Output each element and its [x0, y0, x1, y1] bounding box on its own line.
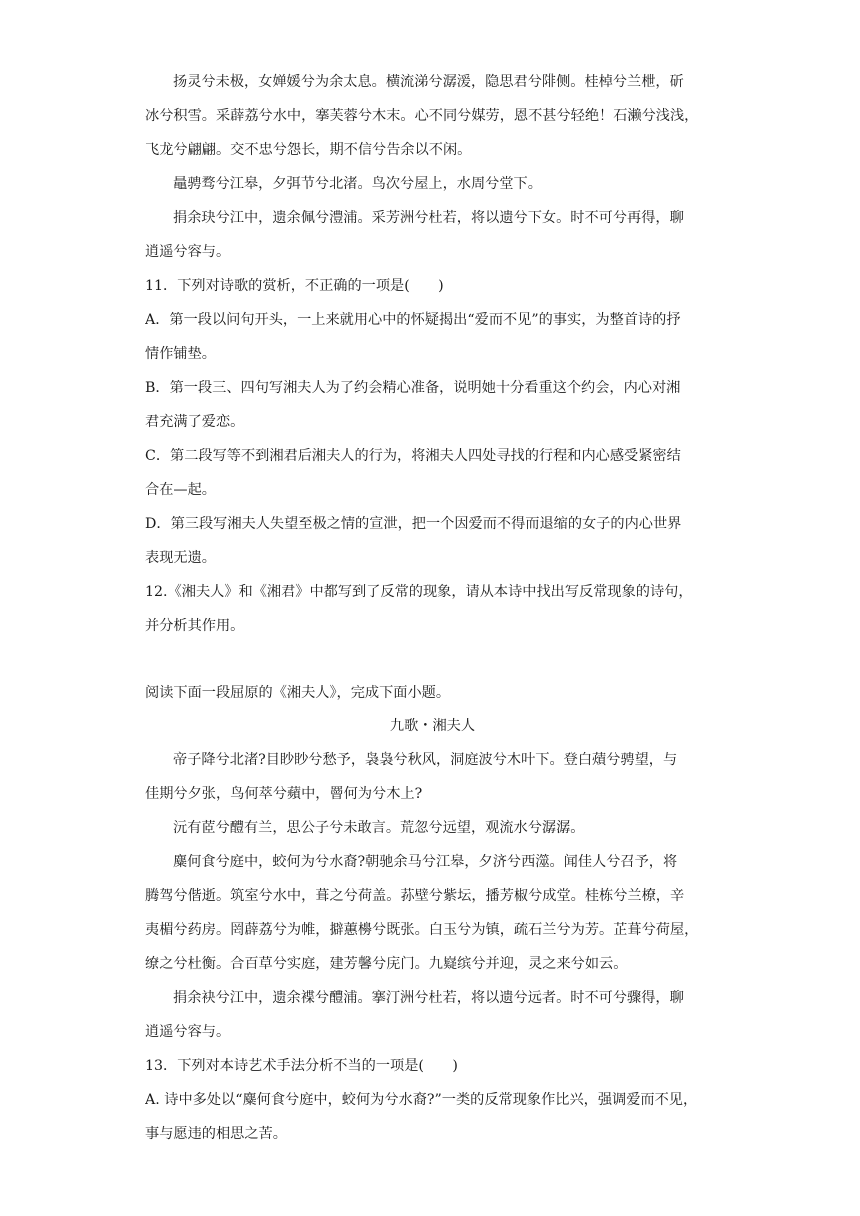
poem-line: 沅有茝兮醴有兰，思公子兮未敢言。荒忽兮远望，观流水兮潺潺。 [173, 820, 585, 836]
question-11-option-c: C．第二段写等不到湘君后湘夫人的行为，将湘夫人四处寻找的行程和内心感受紧密结 [145, 448, 681, 464]
question-12-stem: 12.《湘夫人》和《湘君》中都写到了反常的现象，请从本诗中找出写反常现象的诗句， [145, 584, 693, 600]
question-13-option-a: A. 诗中多处以“麋何食兮庭中，蛟何为兮水裔?”一类的反常现象作比兴，强调爱而不见， [145, 1092, 698, 1108]
poem-line: 飞龙兮翩翩。交不忠兮怨长，期不信兮告余以不闲。 [145, 142, 472, 158]
poem-line: 鼂骋骛兮江皋，夕弭节兮北渚。鸟次兮屋上，水周兮堂下。 [173, 176, 542, 192]
question-11-option-c-cont: 合在—起。 [145, 482, 216, 498]
poem-line: 缭之兮杜衡。合百草兮实庭，建芳馨兮庑门。九嶷缤兮并迎，灵之来兮如云。 [145, 956, 628, 972]
question-11-stem: 11．下列对诗歌的赏析，不正确的一项是( ) [145, 278, 444, 294]
question-13-option-a-cont: 事与愿违的相思之苦。 [145, 1126, 287, 1142]
poem-line: 扬灵兮未极，女婵媛兮为余太息。横流涕兮潺湲，隐思君兮陫侧。桂棹兮兰枻，斫 [173, 74, 684, 90]
poem-title: 九歌・湘夫人 [389, 718, 476, 734]
question-11-option-b-cont: 君充满了爱恋。 [145, 414, 245, 430]
question-11-option-a: A．第一段以问句开头，一上来就用心中的怀疑揭出“爱而不见”的事实，为整首诗的抒 [145, 312, 681, 328]
question-11-option-a-cont: 情作铺垫。 [145, 346, 216, 362]
reading-instruction: 阅读下面一段屈原的《湘夫人》，完成下面小题。 [145, 685, 451, 701]
poem-line: 捐余玦兮江中，遗余佩兮澧浦。采芳洲兮杜若，将以遗兮下女。时不可兮再得，聊 [173, 210, 684, 226]
poem-line: 逍遥兮容与。 [145, 244, 231, 260]
poem-line: 帝子降兮北渚?目眇眇兮愁予，袅袅兮秋风，洞庭波兮木叶下。登白薠兮骋望，与 [173, 752, 678, 768]
poem-line: 腾驾兮偕逝。筑室兮水中，葺之兮荷盖。荪壁兮紫坛，播芳椒兮成堂。桂栋兮兰橑，辛 [145, 888, 685, 904]
poem-line: 逍遥兮容与。 [145, 1024, 231, 1040]
poem-line: 佳期兮夕张，鸟何萃兮蘋中，罾何为兮木上? [145, 786, 423, 802]
poem-line: 冰兮积雪。采薜荔兮水中，搴芙蓉兮木末。心不同兮媒劳，恩不甚兮轻绝！石濑兮浅浅， [145, 108, 699, 124]
question-11-option-d-cont: 表现无遗。 [145, 550, 216, 566]
poem-line: 夷楣兮药房。罔薜荔兮为帷，擗蕙櫋兮既张。白玉兮为镇，疏石兰兮为芳。芷葺兮荷屋， [145, 922, 699, 938]
question-13-stem: 13．下列对本诗艺术手法分析不当的一项是( ) [145, 1058, 458, 1074]
poem-line: 捐余袂兮江中，遗余褋兮醴浦。搴汀洲兮杜若，将以遗兮远者。时不可兮骤得，聊 [173, 990, 684, 1006]
question-11-option-d: D．第三段写湘夫人失望至极之情的宣泄，把一个因爱而不得而退缩的女子的内心世界 [145, 516, 682, 532]
question-12-stem-cont: 并分析其作用。 [145, 618, 245, 634]
poem-line: 麋何食兮庭中，蛟何为兮水裔?朝驰余马兮江皋，夕济兮西澨。闻佳人兮召予，将 [173, 854, 678, 870]
question-11-option-b: B．第一段三、四句写湘夫人为了约会精心准备，说明她十分看重这个约会，内心对湘 [145, 380, 681, 396]
